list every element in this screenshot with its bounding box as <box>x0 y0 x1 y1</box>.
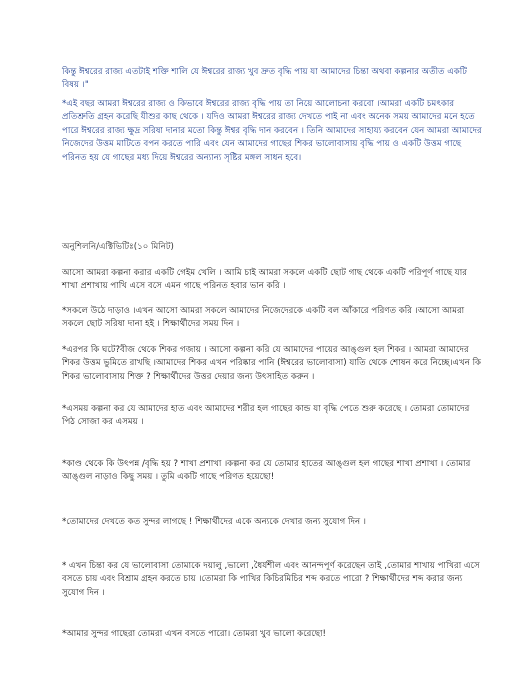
activity-heading: অনুশিলনি/এক্টিভিটিঃ(১০ মিনিট) <box>62 242 174 252</box>
paragraph-branches: *কাণ্ড থেকে কি উৎপন্ন /বৃদ্ধি হয় ? শাখা প্রশাখা ।কল্পনা কর যে তোমার হাতের আঙ্গুল হল গাছের শাখা প্রশাখা । তোমার আঙ্গুল নাড়াও কিছু সময় । তুমি একটি গাছে পরিণত হয়েছো! <box>62 459 471 483</box>
paragraph-stand-up-seed: *সকলে উঠে দাড়াও ।এখন আসো আমরা সকলে আমাদের নিজেদেরকে একটি বল আঁকারে পরিণত করি ।আসো আমরা সকলে ছোট সরিষা দানা হই । শিক্ষার্থীদের সময় দিন । <box>62 306 465 330</box>
paragraph-intro-kingdom-power: কিন্তু ঈশ্বরের রাজ্য এতটাই শক্তি শালি যে ঈশ্বরের রাজ্য খুব দ্রুত বৃদ্ধি পায় যা আমাদের চিন্তা অথবা কল্পনার অতীত একটি বিষয় ।" <box>62 67 467 91</box>
paragraph-birds-love: * এখন চিন্তা কর যে ভালোবাসা তোমাকে দয়ালু ,ভালো ,ধৈর্যশীল এবং আনন্দপূর্ণ করেছেন তাই ,তোমার শাখায় পাখিরা এসে বসতে চায় এবং বিশ্রাম গ্রহন করতে চায় ।তোমরা কি পাখির কিচিরমিচির শব্দ করতে পারো ? শিক্ষার্থীদের শব্দ করার জন্য সুযোগ দিন । <box>62 561 480 598</box>
paragraph-imagination-game: আসো আমরা কল্পনা করার একটি গেইম খেলি । আমি চাই আমরা সকলে একটি ছোট গাছ থেকে একটি পরিপূর্ণ গাছে যার শাখা প্রশাখায় পাখি এসে বসে এমন গাছে পরিনত হবার ভান করি । <box>62 268 467 292</box>
paragraph-look-beautiful: *তোমাদের দেখতে কত সুন্দর লাগছে ! শিক্ষার্থীদের একে অন্যকে দেখার জন্য সুযোগ দিন । <box>62 517 366 527</box>
paragraph-sit-down: *আমার সুন্দর গাছেরা তোমরা এখন বসতে পারো। তোমরা খুব ভালো করেছো! <box>62 629 326 639</box>
paragraph-trunk: *এসময় কল্পনা কর যে আমাদের হাত এবং আমাদের শরীর হল গাছের কান্ড যা বৃদ্ধি পেতে শুরু করেছে । তোমরা তোমাদের পিঠ সোজা কর এসময় । <box>62 404 470 428</box>
paragraph-kingdom-growth-discussion: *এই বছর আমরা ঈশ্বরের রাজ্য ও কিভাবে ঈশ্বরের রাজ্য বৃদ্ধি পায় তা নিয়ে আলোচনা করবো ।আমরা একটি চমৎকার প্রতিশ্রুতি গ্রহন করেছি যীশুর কাছ থেকে । যদিও আমরা ঈশ্বরের রাজ্য দেখতে পাই না এবং অনেক সময় আমাদের মনে হতে পারে ঈশ্বরের রাজ্য ক্ষুদ্র সরিষা দানার মতো কিন্তু ঈশ্বর বৃদ্ধি দান করবেন । তিনি আমাদের সাহায্য করবেন যেন আমরা আমাদের নিজেদের উত্তম মাটিতে বপন করতে পারি এবং যেন আমাদের গাছের শিকর ভালোবাসায় বৃদ্ধি পায় ও একটি উত্তম গাছে পরিনত হয় যে গাছের মধ্য দিয়ে ঈশ্বরের অন্যান্য সৃষ্টির মঙ্গল সাধন হবে। <box>62 99 482 163</box>
paragraph-roots: *এরপর কি ঘটে?বীজ থেকে শিকর গজায় । আসো কল্পনা করি যে আমাদের পায়ের আঙ্গুল হল শিকর । আমরা আমাদের শিকর উত্তম ভুমিতে রাখছি ।আমাদের শিকর এখন পরিষ্কার পানি (ঈশ্বরের ভালোবাসা) যাতি থেকে শোষন করে নিচ্ছে।এখন কি শিকর ভালোবাসায় শিক্ত ? শিক্ষার্থীদের উত্তর দেয়ার জন্য উৎসাহিত করুন । <box>62 345 482 382</box>
